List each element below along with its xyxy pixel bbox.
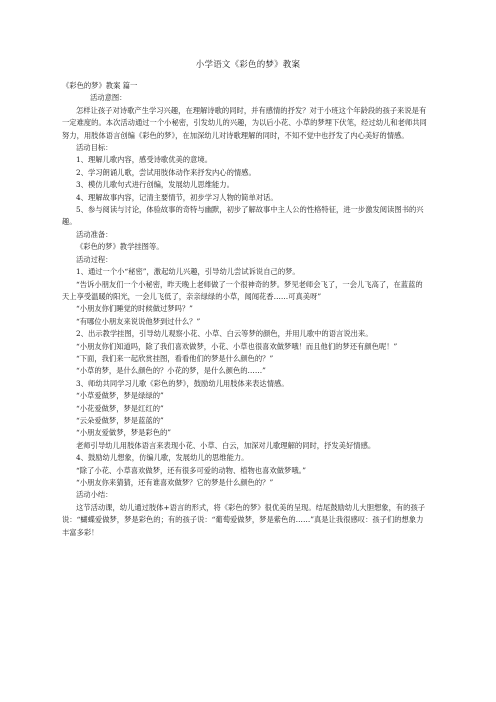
paragraph-line: 5、参与阅读与讨论，体验故事的奇特与幽默，初步了解故事中主人公的性格特征，进一步激发阅读图书的兴趣。 <box>62 205 424 227</box>
paragraph-line: 2、出示教学挂图，引导幼儿观察小花、小草、白云等梦的颜色，并用儿歌中的语言说出来。 <box>76 329 373 339</box>
document-title: 小学语文《彩色的梦》教案 <box>195 60 301 70</box>
paragraph-line: “除了小花、小草喜欢做梦，还有很多可爱的动物、植物也喜欢做梦哦。” <box>76 465 307 475</box>
paragraph-line: “小草的梦，是什么颜色的？小花的梦，是什么颜色的……” <box>76 366 266 376</box>
paragraph-line: 怎样让孩子对诗歌产生学习兴趣，在理解诗歌的同时，并有感情的抒发？对于小班这个年龄段的孩子来说是有一定难度的。本次活动通过一个小秘密，引发幼儿的兴趣，为以后小花、小草的梦埋下伏笔，经过幼儿和老师共同努力，用肢体语言创编《彩色的梦》，在加深幼儿对诗歌理解的同时，不知不觉中也抒发了内心美好的情感。 <box>62 105 427 140</box>
paragraph-line: 老师引导幼儿用肢体语言来表现小花、小草、白云，加深对儿歌理解的同时，抒发美好情感。 <box>76 440 376 450</box>
paragraph-line: “小朋友你们睡觉的时候做过梦吗？” <box>76 304 193 314</box>
paragraph-line: 《彩色的梦》教案 篇一 <box>62 81 138 90</box>
paragraph-line: “有哪位小朋友来说说他梦到过什么？” <box>76 316 201 326</box>
paragraph-line: 1、通过一个小“秘密”，激起幼儿兴趣，引导幼儿尝试诉说自己的梦。 <box>76 267 300 277</box>
paragraph-line: 活动过程： <box>76 254 113 264</box>
paragraph-line: “小朋友爱做梦，梦是彩色的” <box>76 428 172 438</box>
paragraph-line: 活动目标： <box>76 143 113 153</box>
paragraph-line: 3、模仿儿歌句式进行创编，发展幼儿思维能力。 <box>76 180 234 190</box>
paragraph-line: 活动小结： <box>76 490 113 500</box>
paragraph-line: 活动准备： <box>76 229 113 239</box>
document-body <box>62 80 428 539</box>
paragraph-line: 《彩色的梦》教学挂图等。 <box>76 242 164 252</box>
paragraph-line: 4、鼓励幼儿想象，仿编儿歌，发展幼儿的思维能力。 <box>76 453 249 463</box>
paragraph-line: 这节活动课，幼儿通过肢体+语言的形式，将《彩色的梦》很优美的呈现。结尾鼓励幼儿大胆想象，有的孩子说：“蝴蝶爱做梦，梦是彩色的；有的孩子说：“葡萄爱做梦，梦是紫色的……”真是让我很感叹：孩子们的想象力丰富多彩！ <box>62 502 426 537</box>
paragraph-line: “下面，我们来一起欣赏挂图，看看他们的梦是什么颜色的？” <box>76 353 274 363</box>
paragraph-line: 活动意图： <box>90 93 127 103</box>
paragraph-line: “小朋友你来猜猜，还有谁喜欢做梦？它的梦是什么颜色的？” <box>76 478 274 487</box>
paragraph-line: “小朋友你们知道吗，除了我们喜欢做梦，小花、小草也很喜欢做梦哦！而且他们的梦还有颜色呢！” <box>76 341 398 351</box>
paragraph-line: 4、理解故事内容，记清主要情节，初步学习人物的简单对话。 <box>76 192 278 202</box>
paragraph-line: “云朵爱做梦，梦是蓝蓝的” <box>76 415 164 425</box>
paragraph-line: 2、学习朗诵儿歌，尝试用肢体动作来抒发内心的情感。 <box>76 167 256 177</box>
paragraph-line: 1、理解儿歌内容，感受诗歌优美的意境。 <box>76 155 212 165</box>
paragraph-line: “告诉小朋友们一个小秘密，昨天晚上老师做了一个很神奇的梦。梦见老师会飞了，一会儿飞高了，在蓝蓝的天上享受温暖的阳光，一会儿飞低了，亲亲绿绿的小草，闻闻花香……可真美呀” <box>62 279 423 301</box>
paragraph-line: 3、师幼共同学习儿歌《彩色的梦》，鼓励幼儿用肢体来表达情感。 <box>76 378 289 388</box>
paragraph-line: “小草爱做梦，梦是绿绿的” <box>76 391 164 401</box>
paragraph-line: “小花爱做梦，梦是红红的” <box>76 403 164 413</box>
